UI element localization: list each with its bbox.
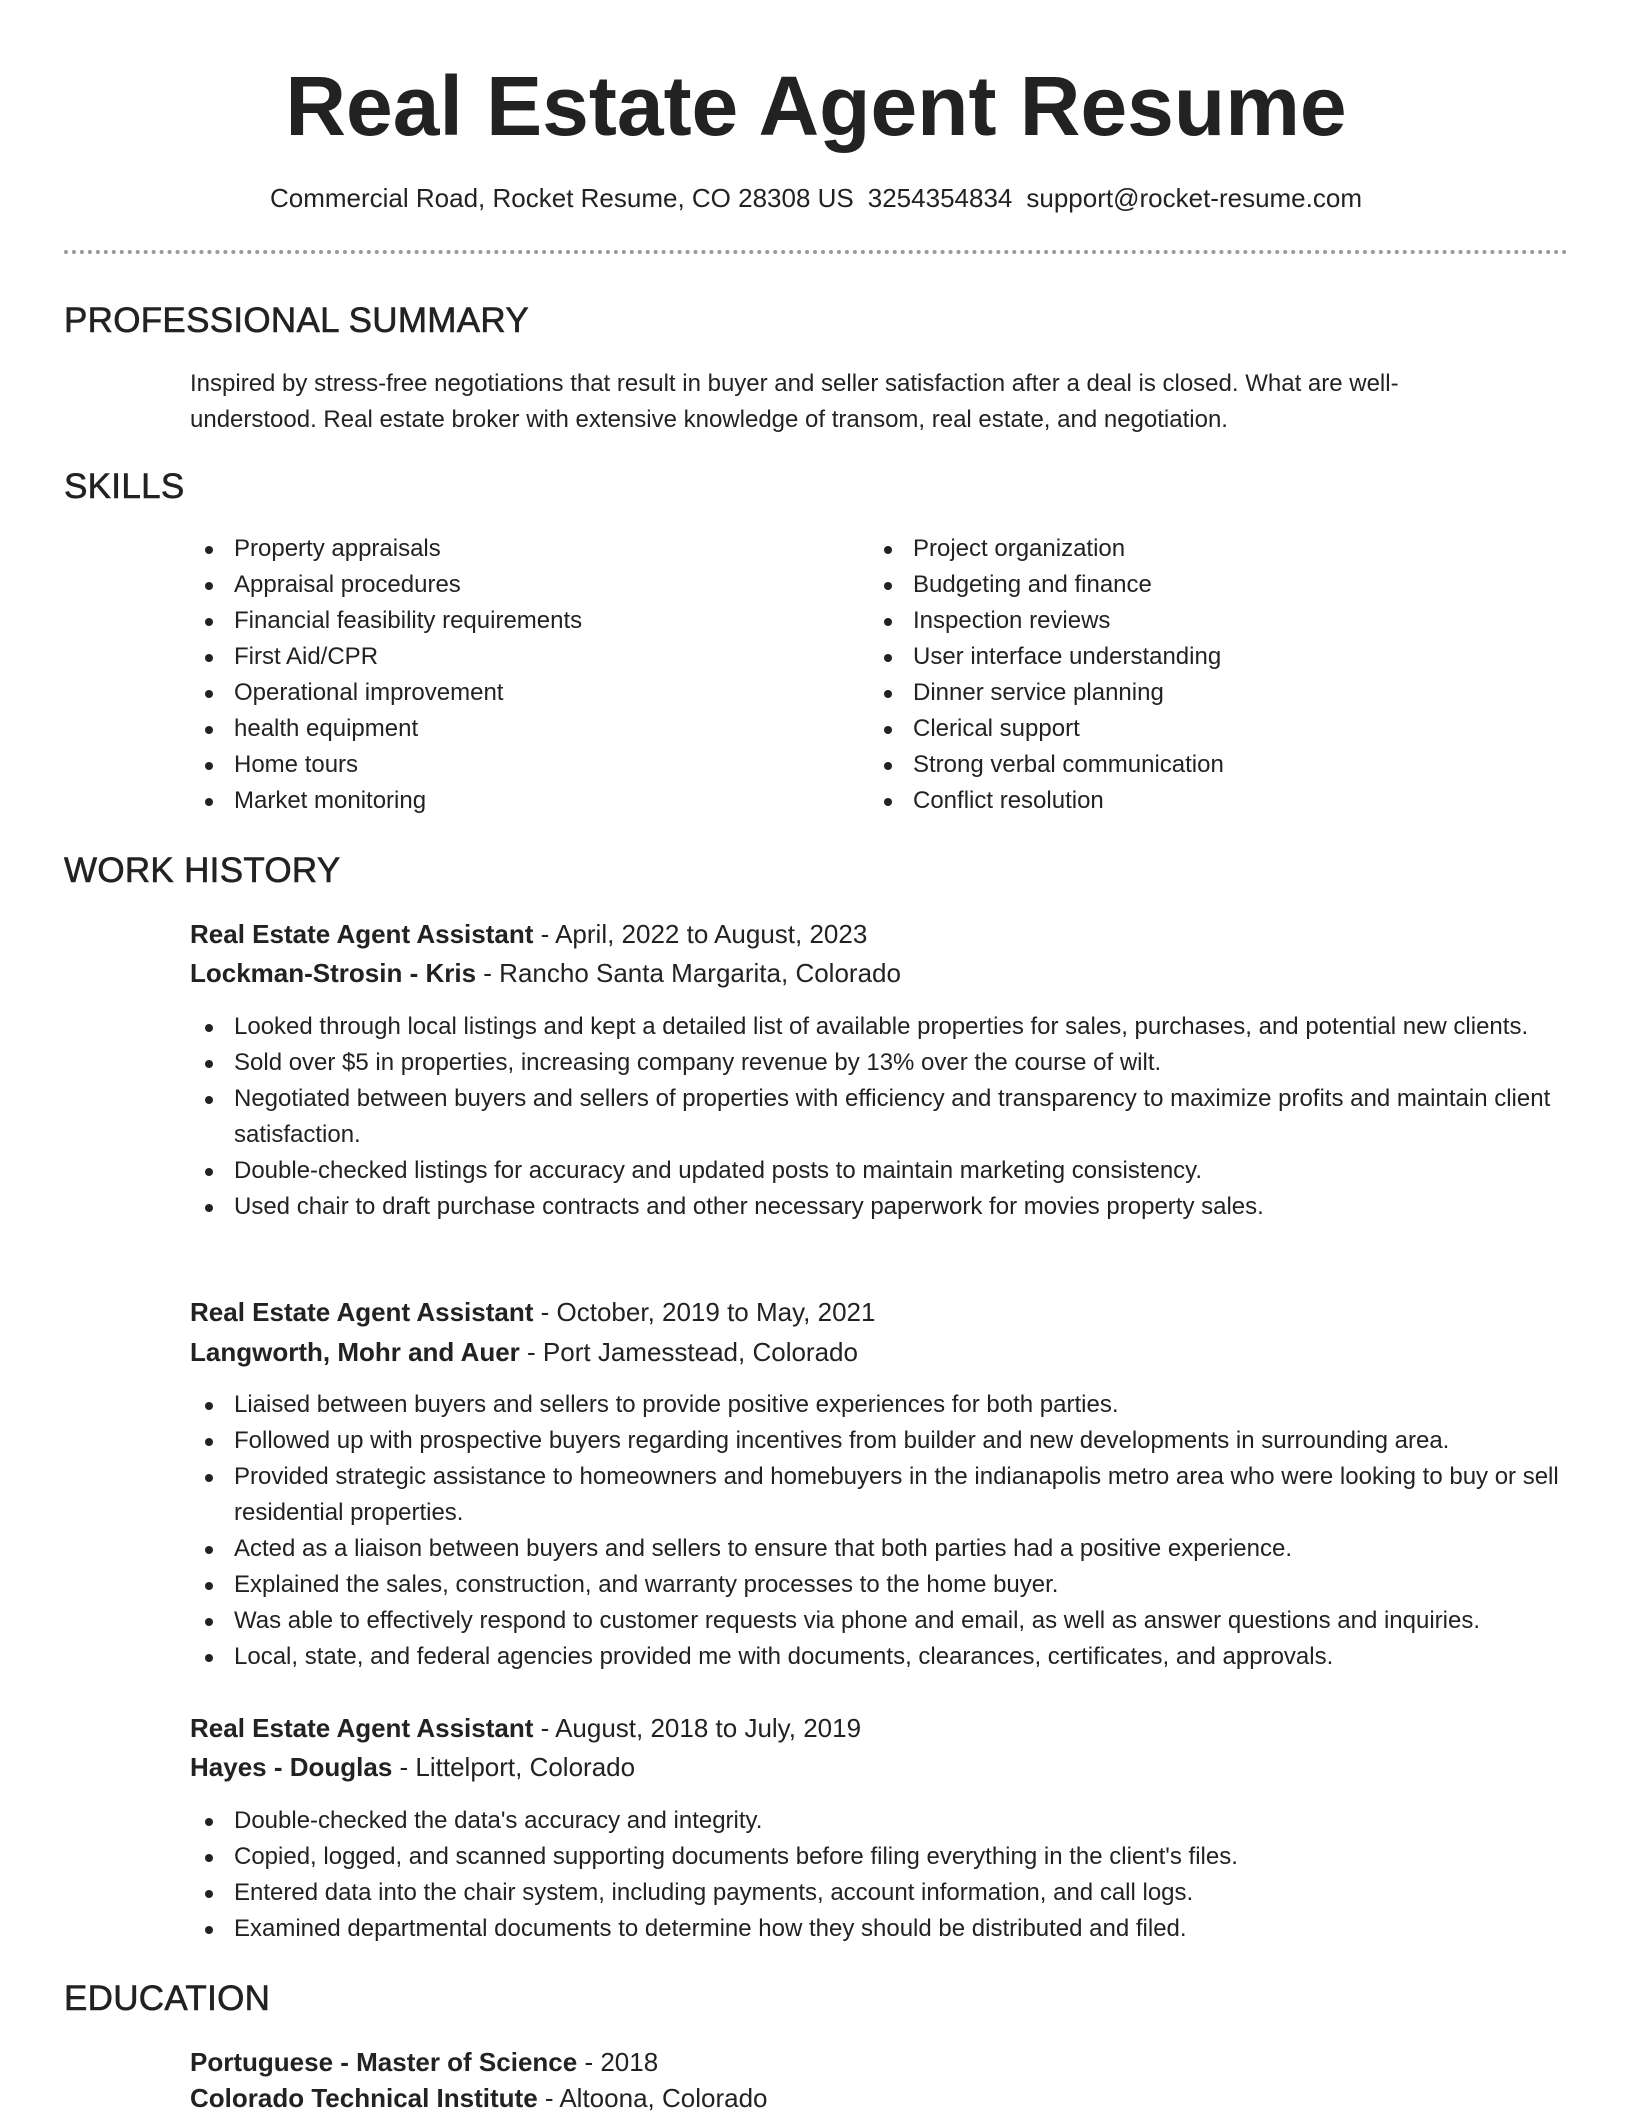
job-title-line (190, 1709, 861, 1747)
job-location: - Rancho Santa Margarita, Colorado (476, 958, 901, 988)
list-item: Explained the sales, construction, and warranty processes to the home buyer. (190, 1567, 1570, 1603)
list-item: Followed up with prospective buyers regarding incentives from builder and new developments in surrounding area. (190, 1423, 1570, 1459)
list-item: Examined departmental documents to determine how they should be distributed and filed. (190, 1911, 1570, 1947)
list-item: Project organization (869, 531, 1509, 567)
list-item: Provided strategic assistance to homeowners and homebuyers in the indianapolis metro area who were looking to buy or sell residential properties. (190, 1459, 1570, 1531)
job-bullets (190, 1803, 1570, 1947)
job-dates: - August, 2018 to July, 2019 (533, 1713, 862, 1743)
job-title: Real Estate Agent Assistant (190, 919, 534, 949)
list-item: Home tours (190, 747, 830, 783)
education-heading: EDUCATION (64, 1979, 271, 2018)
list-item: Inspection reviews (869, 603, 1509, 639)
list-item: health equipment (190, 711, 830, 747)
summary-heading: PROFESSIONAL SUMMARY (64, 301, 529, 340)
job-company: Hayes - Douglas (190, 1752, 393, 1782)
list-item: Operational improvement (190, 675, 830, 711)
job-location: - Littelport, Colorado (392, 1752, 636, 1782)
skills-list-right (869, 531, 1509, 819)
list-item: Liaised between buyers and sellers to provide positive experiences for both parties. (190, 1387, 1570, 1423)
job-bullets (190, 1387, 1570, 1675)
list-item: Clerical support (869, 711, 1509, 747)
list-item: Strong verbal communication (869, 747, 1509, 783)
list-item: Market monitoring (190, 783, 830, 819)
education-degree: Portuguese - Master of Science (190, 2047, 578, 2077)
summary-text: Inspired by stress-free negotiations that result in buyer and seller satisfaction after a deal is closed. What are well-understood. Real estate broker with extensive knowledge of transom, real estate, and negotiation. (190, 370, 1399, 433)
list-item: Looked through local listings and kept a detailed list of available properties for sales, purchases, and potential new clients. (190, 1009, 1570, 1045)
list-item: Was able to effectively respond to customer requests via phone and email, as well as answer questions and inquiries. (190, 1603, 1570, 1639)
job-location: - Port Jamesstead, Colorado (519, 1337, 858, 1367)
job-company-line (190, 954, 901, 992)
job-title-line (190, 1293, 875, 1331)
list-item: Dinner service planning (869, 675, 1509, 711)
education-school-line (190, 2079, 767, 2117)
list-item: Double-checked listings for accuracy and updated posts to maintain marketing consistency. (190, 1153, 1570, 1189)
contact-phone: 3254354834 (867, 183, 1013, 213)
resume-title: Real Estate Agent Resume (285, 59, 1347, 153)
education-degree-line (190, 2043, 658, 2081)
list-item: First Aid/CPR (190, 639, 830, 675)
list-item: Used chair to draft purchase contracts and other necessary paperwork for movies property sales. (190, 1189, 1570, 1225)
job-company: Lockman-Strosin - Kris (190, 958, 477, 988)
job-company: Langworth, Mohr and Auer (190, 1337, 520, 1367)
job-dates: - April, 2022 to August, 2023 (533, 919, 868, 949)
header-divider (64, 250, 1568, 254)
job-dates: - October, 2019 to May, 2021 (533, 1297, 876, 1327)
list-item: Financial feasibility requirements (190, 603, 830, 639)
list-item: Property appraisals (190, 531, 830, 567)
list-item: User interface understanding (869, 639, 1509, 675)
job-title: Real Estate Agent Assistant (190, 1297, 534, 1327)
work-history-heading: WORK HISTORY (64, 851, 341, 890)
list-item: Budgeting and finance (869, 567, 1509, 603)
list-item: Negotiated between buyers and sellers of properties with efficiency and transparency to maximize profits and maintain client satisfaction. (190, 1081, 1570, 1153)
job-title: Real Estate Agent Assistant (190, 1713, 534, 1743)
job-company-line (190, 1748, 635, 1786)
list-item: Double-checked the data's accuracy and integrity. (190, 1803, 1570, 1839)
education-year: - 2018 (577, 2047, 659, 2077)
job-bullets (190, 1009, 1570, 1225)
list-item: Entered data into the chair system, including payments, account information, and call logs. (190, 1875, 1570, 1911)
list-item: Acted as a liaison between buyers and sellers to ensure that both parties had a positive experience. (190, 1531, 1570, 1567)
education-location: - Altoona, Colorado (537, 2083, 768, 2113)
list-item: Copied, logged, and scanned supporting documents before filing everything in the client's files. (190, 1839, 1570, 1875)
list-item: Conflict resolution (869, 783, 1509, 819)
skills-heading: SKILLS (64, 467, 185, 506)
list-item: Appraisal procedures (190, 567, 830, 603)
education-school: Colorado Technical Institute (190, 2083, 538, 2113)
list-item: Local, state, and federal agencies provided me with documents, clearances, certificates, and approvals. (190, 1639, 1570, 1675)
contact-address: Commercial Road, Rocket Resume, CO 28308 US (269, 183, 854, 213)
skills-list-left (190, 531, 830, 819)
job-company-line (190, 1333, 858, 1371)
job-title-line (190, 915, 867, 953)
list-item: Sold over $5 in properties, increasing company revenue by 13% over the course of wilt. (190, 1045, 1570, 1081)
contact-email: support@rocket-resume.com (1026, 183, 1362, 213)
contact-line (0, 180, 1632, 216)
